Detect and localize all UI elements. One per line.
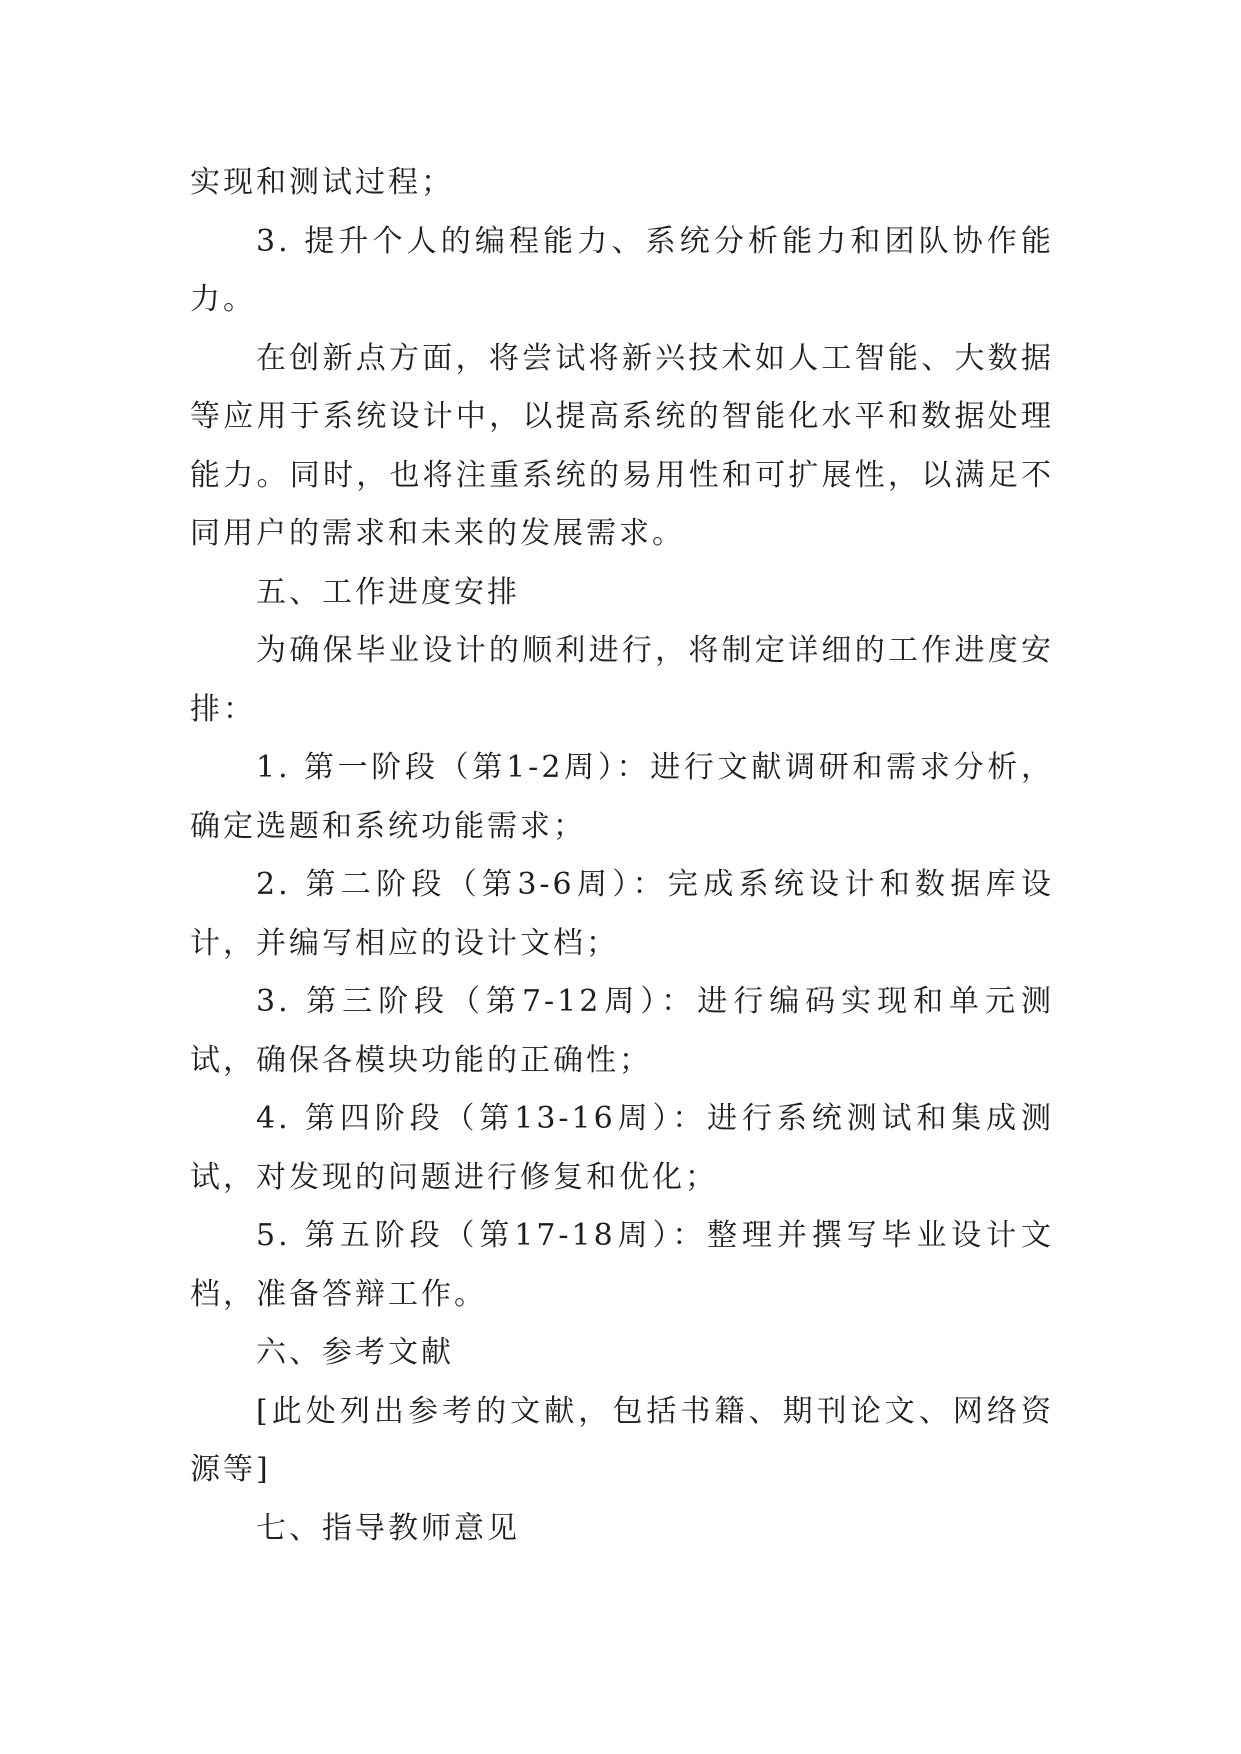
paragraph-innovation: 在创新点方面，将尝试将新兴技术如人工智能、大数据等应用于系统设计中，以提高系统的智能化水平和数据处理能力。同时，也将注重系统的易用性和可扩展性，以满足不同用户的需求和未来的发展需求。 bbox=[190, 340, 1054, 551]
list-item-phase-4: 4. 第四阶段（第13-16周）：进行系统测试和集成测试，对发现的问题进行修复和优化； bbox=[190, 1101, 1054, 1195]
section-heading-schedule: 五、工作进度安排 bbox=[256, 574, 520, 610]
list-item-phase-1: 1. 第一阶段（第1-2周）：进行文献调研和需求分析，确定选题和系统功能需求； bbox=[190, 750, 1054, 844]
paragraph-test-process: 实现和测试过程； bbox=[190, 165, 454, 200]
section-heading-references: 六、参考文献 bbox=[256, 1335, 454, 1370]
section-heading-advisor-opinion: 七、指导教师意见 bbox=[256, 1510, 520, 1546]
list-item-phase-5: 5. 第五阶段（第17-18周）：整理并撰写毕业设计文档，准备答辩工作。 bbox=[190, 1218, 1054, 1312]
paragraph-schedule-intro: 为确保毕业设计的顺利进行，将制定详细的工作进度安排： bbox=[190, 633, 1054, 727]
paragraph-item-improve-abilities: 3. 提升个人的编程能力、系统分析能力和团队协作能力。 bbox=[190, 223, 1054, 317]
document-body bbox=[190, 154, 1054, 1558]
list-item-phase-2: 2. 第二阶段（第3-6周）：完成系统设计和数据库设计，并编写相应的设计文档； bbox=[190, 867, 1054, 961]
list-item-phase-3: 3. 第三阶段（第7-12周）：进行编码实现和单元测试，确保各模块功能的正确性； bbox=[190, 984, 1054, 1078]
paragraph-references-placeholder: [此处列出参考的文献，包括书籍、期刊论文、网络资源等] bbox=[190, 1393, 1054, 1487]
